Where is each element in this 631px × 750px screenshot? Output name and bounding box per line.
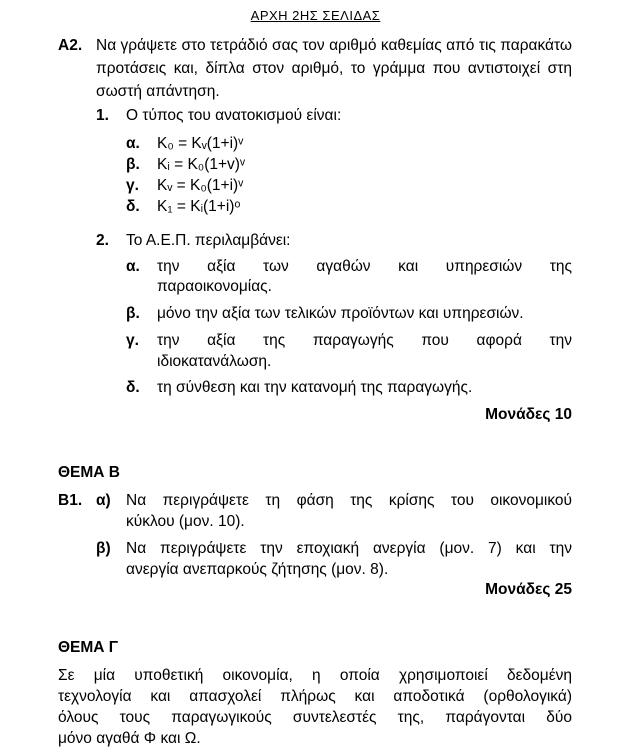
question-1-number: 1. xyxy=(96,107,109,124)
theme-b-points: Μονάδες 25 xyxy=(485,581,572,598)
question-2-text: Το Α.Ε.Π. περιλαμβάνει: xyxy=(126,232,291,249)
q1-option-letter: α. xyxy=(126,135,140,152)
theme-g-text-line: μόνο αγαθά Φ και Ω. xyxy=(58,730,201,747)
q2-option-text-cont: παραοικονομίας. xyxy=(157,278,272,295)
question-b1-b-text-cont: ανεργία ανεπαρκούς ζήτησης (μον. 8). xyxy=(126,561,389,578)
theme-b-title: ΘΕΜΑ Β xyxy=(58,464,120,481)
theme-g-text-line: Σε μία υποθετική οικονομία, η οποία χρησιμοποιεί δεδομένη xyxy=(58,667,572,684)
q2-option-text-cont: ιδιοκατανάλωση. xyxy=(157,353,272,370)
question-1-text: Ο τύπος του ανατοκισμού είναι: xyxy=(126,107,342,124)
question-b1-a-text: Να περιγράψετε τη φάση της κρίσης του οικονομικού xyxy=(126,492,572,509)
a2-points: Μονάδες 10 xyxy=(485,406,572,423)
q2-option-text: μόνο την αξία των τελικών προϊόντων και υπηρεσιών. xyxy=(157,305,524,322)
q1-option-text: K₁ = Kᵢ(1+i)ᵒ xyxy=(157,198,241,215)
q1-option-text: Kᵢ = K₀(1+v)ᵛ xyxy=(157,156,245,173)
q1-option-text: Kᵥ = K₀(1+i)ᵛ xyxy=(157,177,244,194)
q2-option-text: την αξία των αγαθών και υπηρεσιών της xyxy=(157,258,572,275)
question-b1-b-label: β) xyxy=(96,540,111,557)
q1-option-letter: γ. xyxy=(126,177,139,194)
q2-option-text: την αξία της παραγωγής που αφορά την xyxy=(157,332,572,349)
theme-g-title: ΘΕΜΑ Γ xyxy=(58,639,119,656)
q1-option-letter: β. xyxy=(126,156,140,173)
question-b1-a-label: α) xyxy=(96,492,111,509)
question-a2-intro: Να γράψετε στο τετράδιό σας τον αριθμό καθεμίας από τις παρακάτω προτάσεις και, δίπλα στον αριθμό, το γράμμα που αντιστοιχεί στη σωστή απάντηση. xyxy=(96,37,572,100)
q2-option-letter: γ. xyxy=(126,332,139,349)
question-b1-b-text: Να περιγράψετε την εποχιακή ανεργία (μον. 7) και την xyxy=(126,540,572,557)
question-b1-label: Β1. xyxy=(58,492,83,509)
theme-g-text-line: όλους τους παραγωγικούς συντελεστές της, παράγονται δύο xyxy=(58,709,572,726)
q1-option-text: K₀ = Kᵥ(1+i)ᵛ xyxy=(157,135,244,152)
q2-option-letter: β. xyxy=(126,305,140,322)
q2-option-letter: α. xyxy=(126,258,140,275)
question-b1-a-text-cont: κύκλου (μον. 10). xyxy=(126,513,245,530)
question-a2-label: Α2. xyxy=(58,37,83,54)
q1-option-letter: δ. xyxy=(126,198,140,215)
theme-g-text-line: τεχνολογία και απασχολεί πλήρως και αποδοτικά (ορθολογικά) xyxy=(58,688,572,705)
q2-option-letter: δ. xyxy=(126,379,140,396)
q2-option-text: τη σύνθεση και την κατανομή της παραγωγής. xyxy=(157,379,473,396)
question-2-number: 2. xyxy=(96,232,109,249)
page-header: ΑΡΧΗ 2ΗΣ ΣΕΛΙΔΑΣ xyxy=(250,8,381,23)
